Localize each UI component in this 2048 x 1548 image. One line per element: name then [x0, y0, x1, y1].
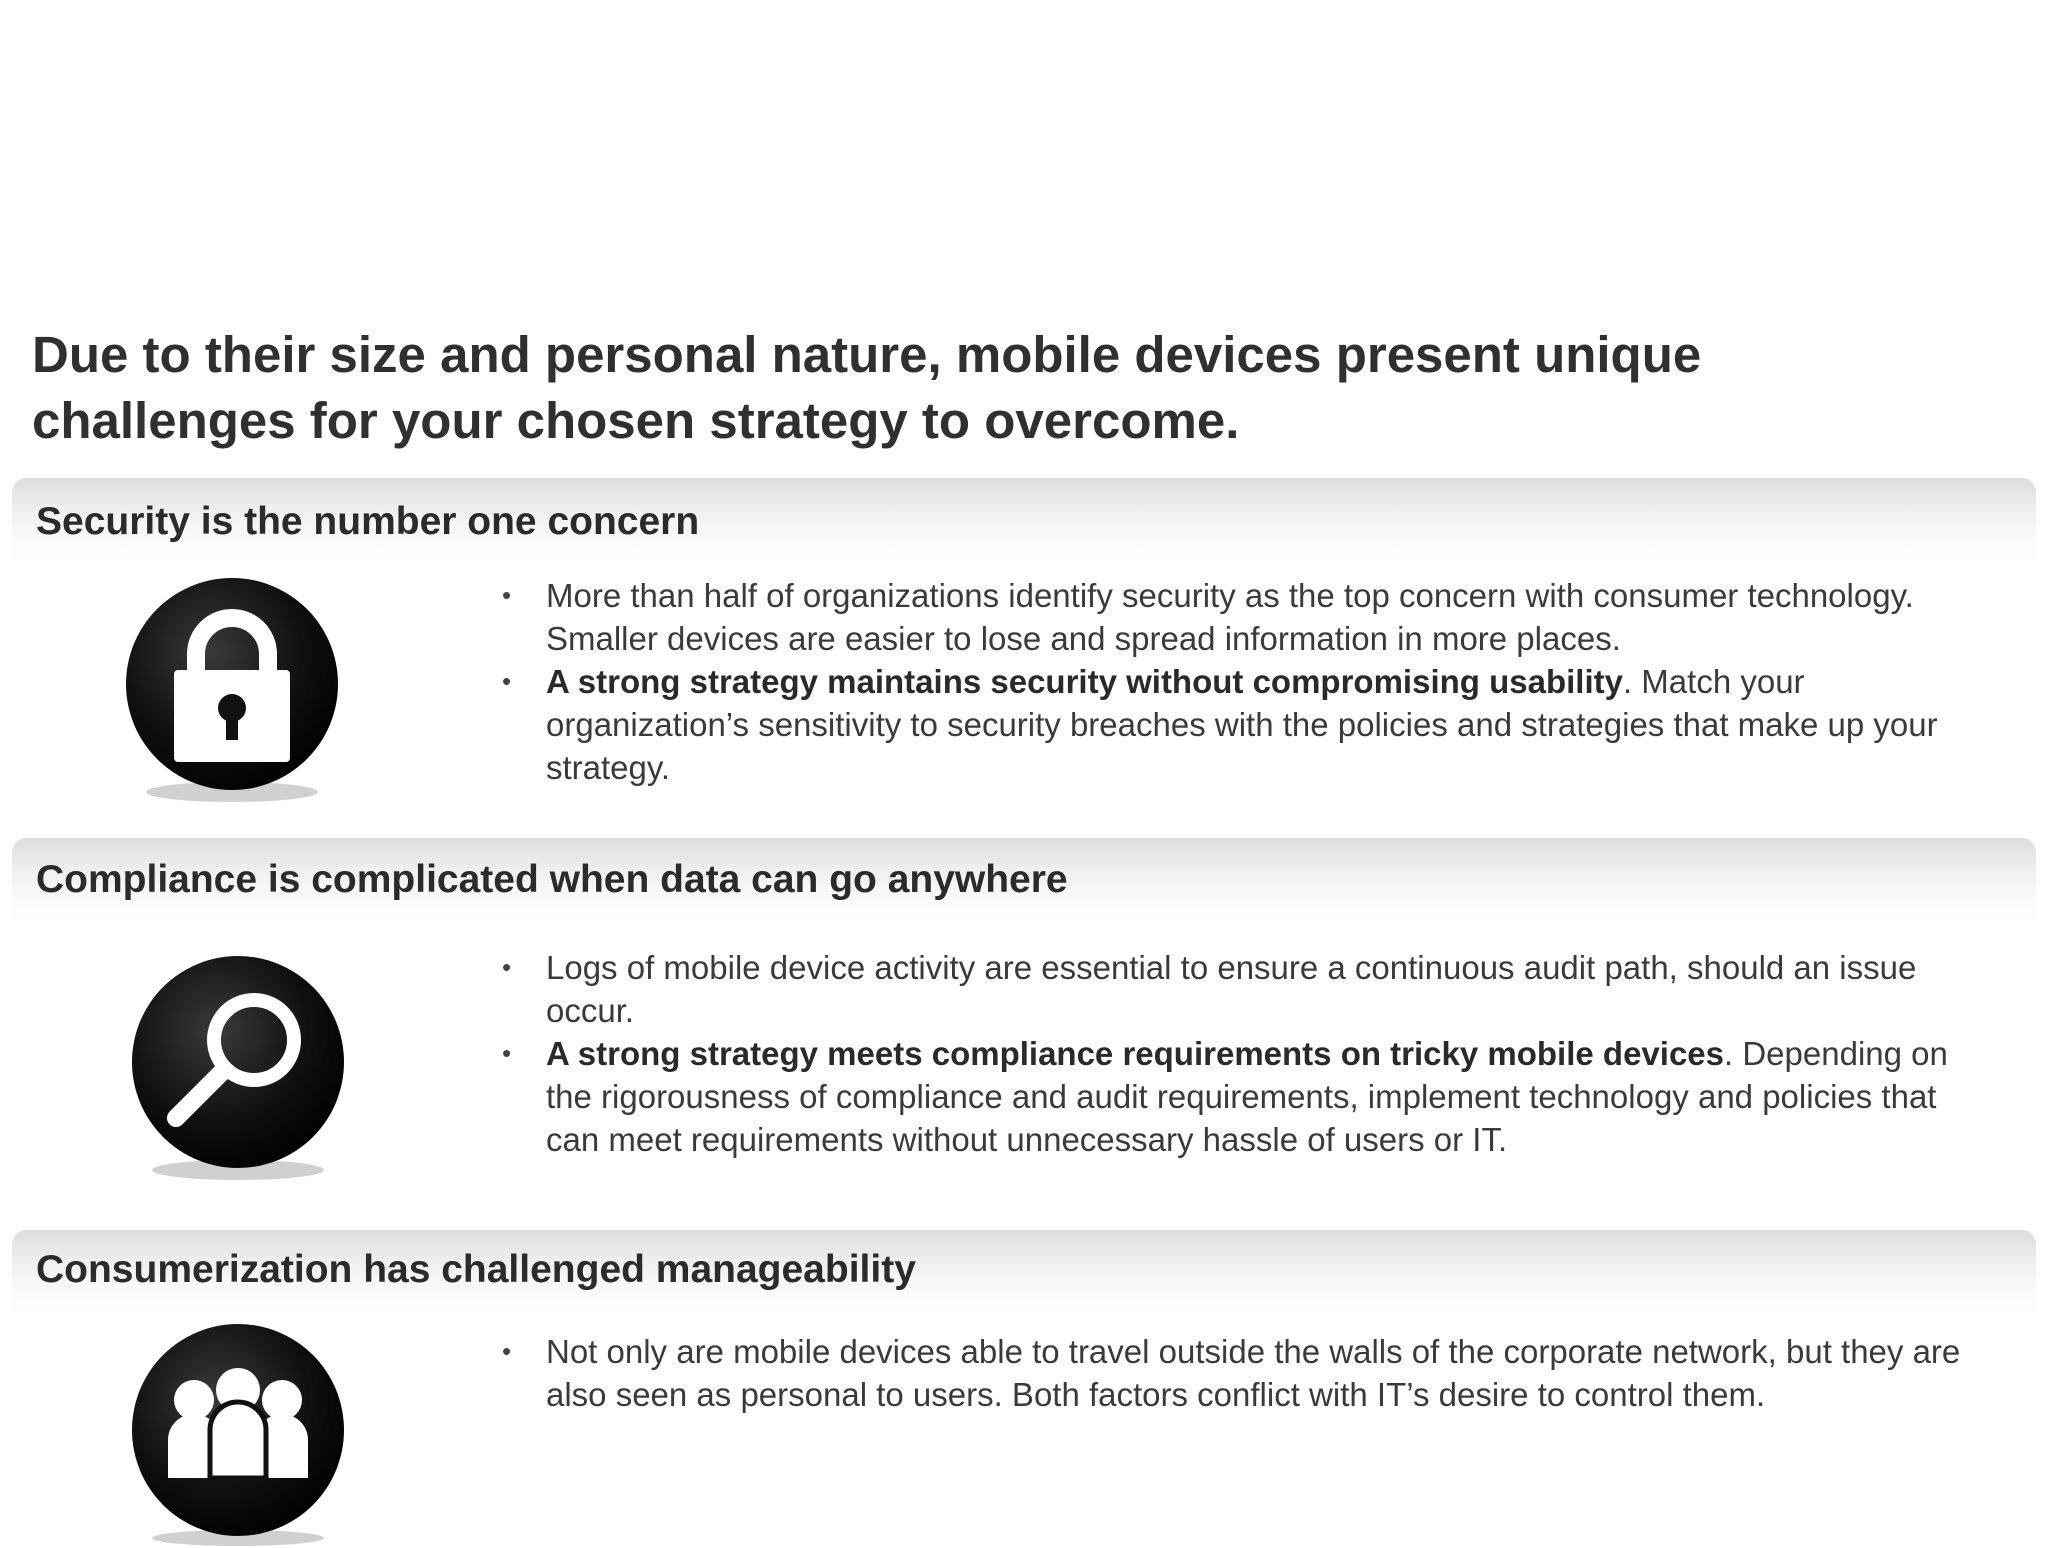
bullet-text: . Depending on the rigorousness of compliance and audit requirements, implement technology and policies that can meet requirements without unnecessary hassle of users or IT.	[546, 1035, 1948, 1158]
bullet-text: More than half of organizations identify security as the top concern with consumer technology. Smaller devices are easier to lose and spread information in more places.	[546, 577, 1914, 657]
section-security	[12, 478, 2036, 838]
bullet-list	[502, 946, 1992, 1161]
bullet-emphasis: A strong strategy maintains security without compromising usability	[546, 663, 1623, 700]
padlock-icon	[112, 570, 352, 810]
list-item	[502, 946, 1992, 1032]
page-headline: Due to their size and personal nature, mobile devices present unique challenges for your chosen strategy to overcome.	[32, 326, 1702, 449]
list-item	[502, 1330, 1992, 1416]
list-item	[502, 660, 1992, 789]
list-item	[502, 1032, 1992, 1161]
bullet-list	[502, 574, 1992, 789]
bullet-emphasis: A strong strategy meets compliance requirements on tricky mobile devices	[546, 1035, 1725, 1072]
section-title: Security is the number one concern	[36, 500, 700, 543]
bullet-text: Not only are mobile devices able to travel outside the walls of the corporate network, but they are also seen as personal to users. Both factors conflict with IT’s desire to control them.	[546, 1333, 1961, 1413]
bullet-text: . Match your organization’s sensitivity to security breaches with the policies and strategies that make up your strategy.	[546, 663, 1938, 786]
section-title: Consumerization has challenged manageability	[36, 1248, 916, 1291]
bullet-list	[502, 1330, 1992, 1416]
people-group-icon	[118, 1318, 358, 1548]
section-title: Compliance is complicated when data can go anywhere	[36, 858, 1068, 901]
section-compliance	[12, 838, 2036, 1230]
list-item	[502, 574, 1992, 660]
bullet-text: Logs of mobile device activity are essential to ensure a continuous audit path, should an issue occur.	[546, 949, 1917, 1029]
section-consumerization	[12, 1230, 2036, 1536]
magnifying-glass-icon	[118, 948, 358, 1188]
